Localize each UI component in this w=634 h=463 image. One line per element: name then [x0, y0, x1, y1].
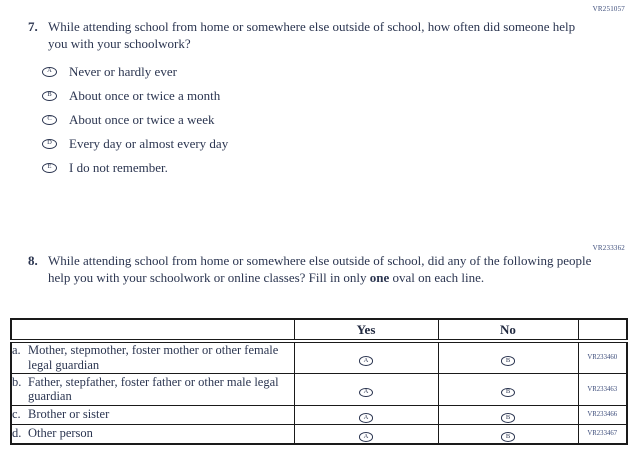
header-no: No: [438, 319, 578, 341]
yes-cell-mother[interactable]: [294, 341, 438, 373]
q8-table: [10, 318, 628, 445]
table-row-father: [11, 373, 627, 405]
question-8-text: While attending school from home or somewhere else outside of school, did any of the following people help you with your schoolwork or online classes? Fill in only one oval on each line.: [48, 253, 592, 285]
question-7: [28, 18, 583, 183]
no-cell-father[interactable]: [438, 373, 578, 405]
header-empty: [11, 319, 294, 341]
table-row-other-person: [11, 424, 627, 444]
no-cell-mother[interactable]: [438, 341, 578, 373]
question-7-text: While attending school from home or somewhere else outside of school, how often did someone help you with your schoolwork?: [48, 19, 576, 51]
row-code-other-person: VR233467: [578, 424, 627, 444]
table-row-brother-sister: [11, 405, 627, 424]
table-header-row: [11, 319, 627, 341]
bold-one: one: [369, 270, 390, 285]
q7-option-once-twice-month[interactable]: [42, 87, 583, 104]
question-8-code: VR233362: [592, 244, 625, 252]
row-code-brother-sister: VR233466: [578, 405, 627, 424]
row-code-mother: VR233460: [578, 341, 627, 373]
table-row-mother: [11, 341, 627, 373]
answer-oval-d[interactable]: D: [42, 139, 57, 149]
q7-option-once-twice-week[interactable]: [42, 111, 583, 128]
header-yes: Yes: [294, 319, 438, 341]
option-label: About once or twice a week: [69, 111, 215, 127]
q7-option-every-day[interactable]: [42, 135, 583, 152]
q7-option-do-not-remember[interactable]: [42, 159, 583, 176]
no-cell-other-person[interactable]: [438, 424, 578, 444]
yes-cell-brother-sister[interactable]: [294, 405, 438, 424]
row-label-cell: b. Father, stepfather, foster father or other male legal guardian: [11, 373, 294, 405]
no-oval-brother-sister[interactable]: B: [501, 413, 515, 423]
question-8: [28, 252, 596, 286]
no-oval-mother[interactable]: B: [501, 356, 515, 366]
option-label: I do not remember.: [69, 159, 168, 175]
option-label: Every day or almost every day: [69, 135, 229, 151]
yes-cell-father[interactable]: [294, 373, 438, 405]
option-label: About once or twice a month: [69, 87, 221, 103]
answer-oval-e[interactable]: E: [42, 163, 57, 173]
question-8-number: 8.: [28, 253, 38, 268]
question-7-code: VR251057: [592, 5, 625, 13]
row-label-cell: a. Mother, stepmother, foster mother or other female legal guardian: [11, 341, 294, 373]
header-code-empty: [578, 319, 627, 341]
q7-option-never[interactable]: [42, 63, 583, 80]
question-7-number: 7.: [28, 19, 38, 34]
no-cell-brother-sister[interactable]: [438, 405, 578, 424]
no-oval-father[interactable]: B: [501, 388, 515, 398]
yes-oval-other-person[interactable]: A: [359, 432, 373, 442]
yes-oval-father[interactable]: A: [359, 388, 373, 398]
no-oval-other-person[interactable]: B: [501, 432, 515, 442]
row-label-cell: c. Brother or sister: [11, 405, 294, 424]
yes-cell-other-person[interactable]: [294, 424, 438, 444]
question-7-options: [28, 63, 583, 176]
answer-oval-a[interactable]: A: [42, 67, 57, 77]
row-label-cell: d. Other person: [11, 424, 294, 444]
answer-oval-b[interactable]: B: [42, 91, 57, 101]
yes-oval-mother[interactable]: A: [359, 356, 373, 366]
row-code-father: VR233463: [578, 373, 627, 405]
option-label: Never or hardly ever: [69, 63, 177, 79]
answer-oval-c[interactable]: C: [42, 115, 57, 125]
yes-oval-brother-sister[interactable]: A: [359, 413, 373, 423]
